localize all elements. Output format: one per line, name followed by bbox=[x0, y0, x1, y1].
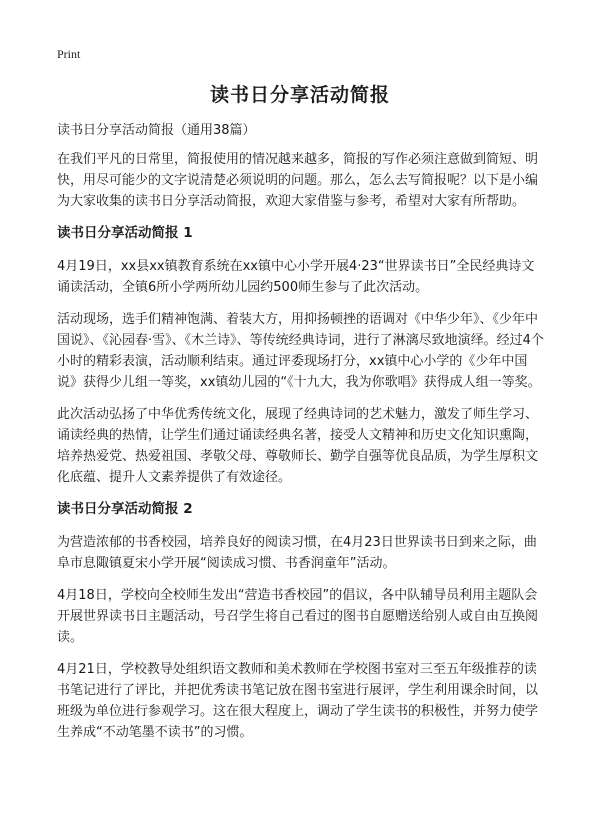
document-body bbox=[57, 120, 545, 754]
section-1-paragraph-1: 4月19日，xx县xx镇教育系统在xx镇中心小学开展4·23“世界读书日”全民经典诗文诵读活动，全镇6所小学两所幼儿园约500师生参与了此次活动。 bbox=[57, 259, 535, 295]
intro-paragraph: 在我们平凡的日常里，简报使用的情况越来越多，简报的写作必须注意做到简短、明快，用尽可能少的文字说清楚必须说明的问题。那么，怎么去写简报呢？以下是小编为大家收集的读书日分享活动简报，欢迎大家借鉴与参考，希望对大家有所帮助。 bbox=[57, 152, 539, 209]
section-heading-2: 读书日分享活动简报 2 bbox=[57, 501, 193, 517]
section-heading-1: 读书日分享活动简报 1 bbox=[57, 225, 193, 241]
section-2-paragraph-3: 4月21日，学校教导处组织语文教师和美术教师在学校图书室对三至五年级推荐的读书笔记进行了评比，并把优秀读书笔记放在图书室进行展评，学生利用课余时间，以班级为单位进行参观学习。这在很大程度上，调动了学生读书的积极性，并努力使学生养成“不动笔墨不读书”的习惯。 bbox=[57, 662, 539, 740]
print-link[interactable]: Print bbox=[57, 47, 81, 61]
section-2-paragraph-1: 为营造浓郁的书香校园，培养良好的阅读习惯，在4月23日世界读书日到来之际，曲阜市息陬镇夏宋小学开展“阅读成习惯、书香润童年”活动。 bbox=[57, 535, 537, 571]
section-1-paragraph-3: 此次活动弘扬了中华优秀传统文化，展现了经典诗词的艺术魅力，激发了师生学习、诵读经典的热情，让学生们通过诵读经典名著，接受人文精神和历史文化知识熏陶，培养热爱党、热爱祖国、孝敬父母、尊敬师长、勤学自强等优良品质，为学生厚积文化底蕴、提升人文素养提供了有效途径。 bbox=[57, 407, 539, 485]
section-1-paragraph-2: 活动现场，选手们精神饱满、着装大方，用抑扬顿挫的语调对《中华少年》、《少年中国说》、《沁园春·雪》、《木兰诗》、等传统经典诗词，进行了淋漓尽致地演绎。经过4个小时的精彩表演，活动顺利结束。通过评委现场打分，xx镇中心小学的《少年中国说》获得少儿组一等奖，xx镇幼儿园的“《十九大，我为你歌唱》获得成人组一等奖。 bbox=[57, 312, 544, 390]
section-2-paragraph-2: 4月18日，学校向全校师生发出“营造书香校园”的倡议，各中队辅导员利用主题队会开展世界读书日主题活动，号召学生将自己看过的图书自愿赠送给别人或自由互换阅读。 bbox=[57, 588, 539, 645]
document-subtitle: 读书日分享活动简报（通用38篇） bbox=[57, 123, 256, 138]
document-title: 读书日分享活动简报 bbox=[209, 84, 390, 106]
